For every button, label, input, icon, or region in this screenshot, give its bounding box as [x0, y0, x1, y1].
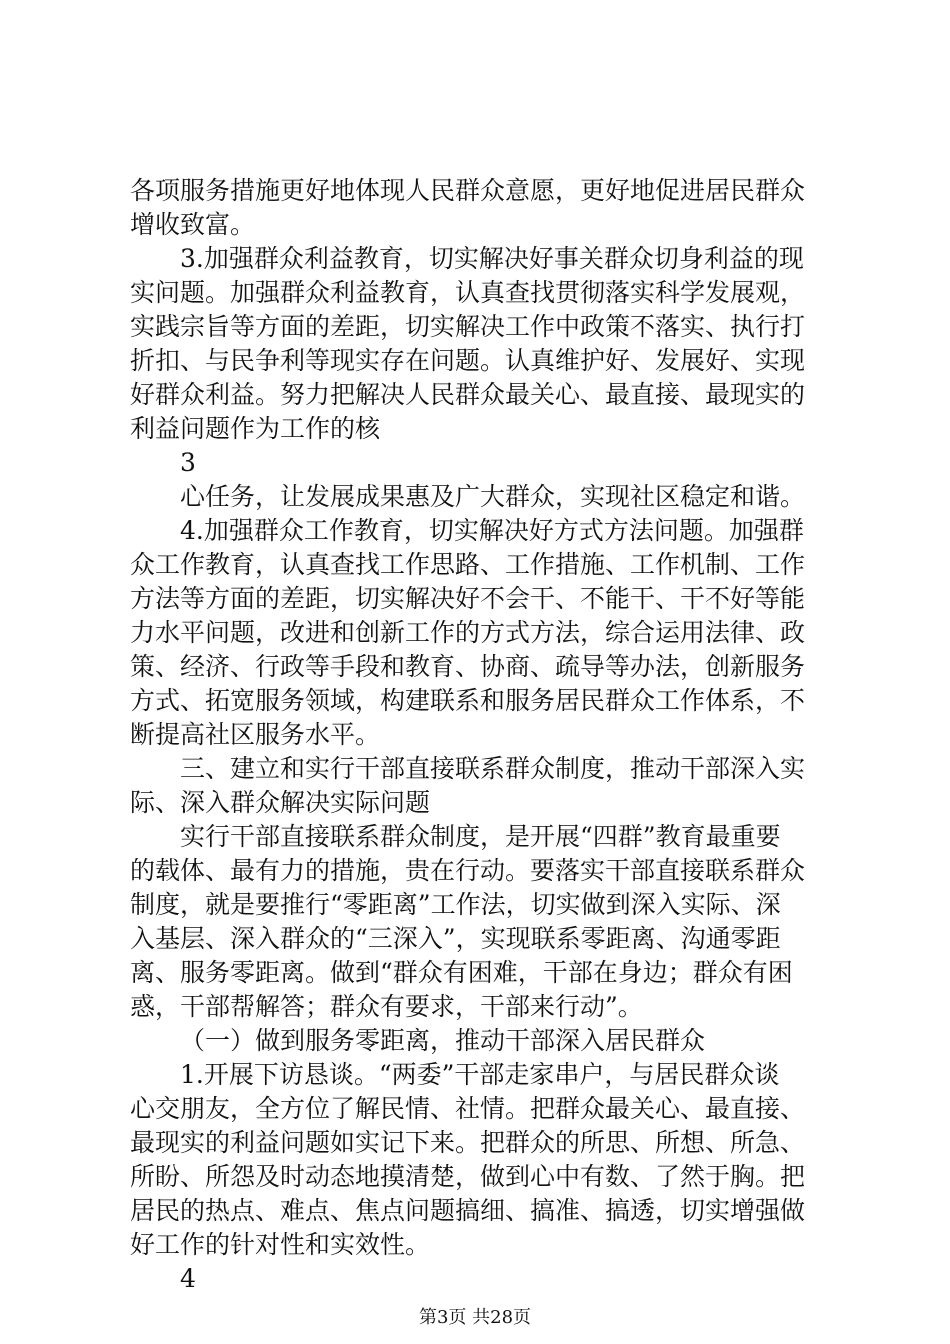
text-line: 实行干部直接联系群众制度，是开展“四群”教育最重要	[180, 822, 781, 851]
text-line: 惑，干部帮解答；群众有要求，干部来行动”。	[130, 992, 643, 1021]
text-line: 制度，就是要推行“零距离”工作法，切实做到深入实际、深	[130, 890, 781, 919]
subsection-heading: （一）做到服务零距离，推动干部深入居民群众	[180, 1026, 706, 1055]
text-line: 3.加强群众利益教育，切实解决好事关群众切身利益的现	[180, 244, 804, 273]
text-line: 入基层、深入群众的“三深入”，实现联系零距离、沟通零距	[130, 924, 781, 953]
text-line: 好工作的针对性和实效性。	[130, 1230, 431, 1259]
text-line: 方法等方面的差距，切实解决好不会干、不能干、干不好等能	[130, 584, 806, 613]
text-line: 力水平问题，改进和创新工作的方式方法，综合运用法律、政	[130, 618, 806, 647]
text-line: 断提高社区服务水平。	[130, 720, 381, 749]
text-line: 离、服务零距离。做到“群众有困难，干部在身边；群众有困	[130, 958, 793, 987]
text-line: 居民的热点、难点、焦点问题搞细、搞准、搞透，切实增强做	[130, 1196, 806, 1225]
text-line: 所盼、所怨及时动态地摸清楚，做到心中有数、了然于胸。把	[130, 1162, 806, 1191]
text-line: 最现实的利益问题如实记下来。把群众的所思、所想、所急、	[130, 1128, 806, 1157]
text-line: 心交朋友，全方位了解民情、社情。把群众最关心、最直接、	[130, 1094, 806, 1123]
text-line: 折扣、与民争利等现实存在问题。认真维护好、发展好、实现	[130, 346, 806, 375]
text-line: 实践宗旨等方面的差距，切实解决工作中政策不落实、执行打	[130, 312, 806, 341]
text-line: 利益问题作为工作的核	[130, 414, 381, 443]
text-line: 好群众利益。努力把解决人民群众最关心、最直接、最现实的	[130, 380, 806, 409]
text-line: 增收致富。	[130, 210, 256, 239]
section-heading: 三、建立和实行干部直接联系群众制度，推动干部深入实	[180, 754, 806, 783]
text-line: 各项服务措施更好地体现人民群众意愿，更好地促进居民群众	[130, 176, 806, 205]
text-line: 心任务，让发展成果惠及广大群众，实现社区稳定和谐。	[180, 482, 806, 511]
text-line: 的载体、最有力的措施，贵在行动。要落实干部直接联系群众	[130, 856, 806, 885]
text-line: 1.开展下访恳谈。“两委”干部走家串户，与居民群众谈	[180, 1060, 780, 1089]
text-line: 实问题。加强群众利益教育，认真查找贯彻落实科学发展观，	[130, 278, 806, 307]
text-line: 4.加强群众工作教育，切实解决好方式方法问题。加强群	[180, 516, 804, 545]
text-line: 方式、拓宽服务领域，构建联系和服务居民群众工作体系，不	[130, 686, 806, 715]
text-line: 众工作教育，认真查找工作思路、工作措施、工作机制、工作	[130, 550, 806, 579]
page-number-marker: 3	[180, 448, 196, 477]
section-heading: 际、深入群众解决实际问题	[130, 788, 431, 817]
page-footer: 第3页 共28页	[418, 1307, 532, 1328]
text-line: 策、经济、行政等手段和教育、协商、疏导等办法，创新服务	[130, 652, 806, 681]
page-number-marker: 4	[180, 1264, 196, 1293]
